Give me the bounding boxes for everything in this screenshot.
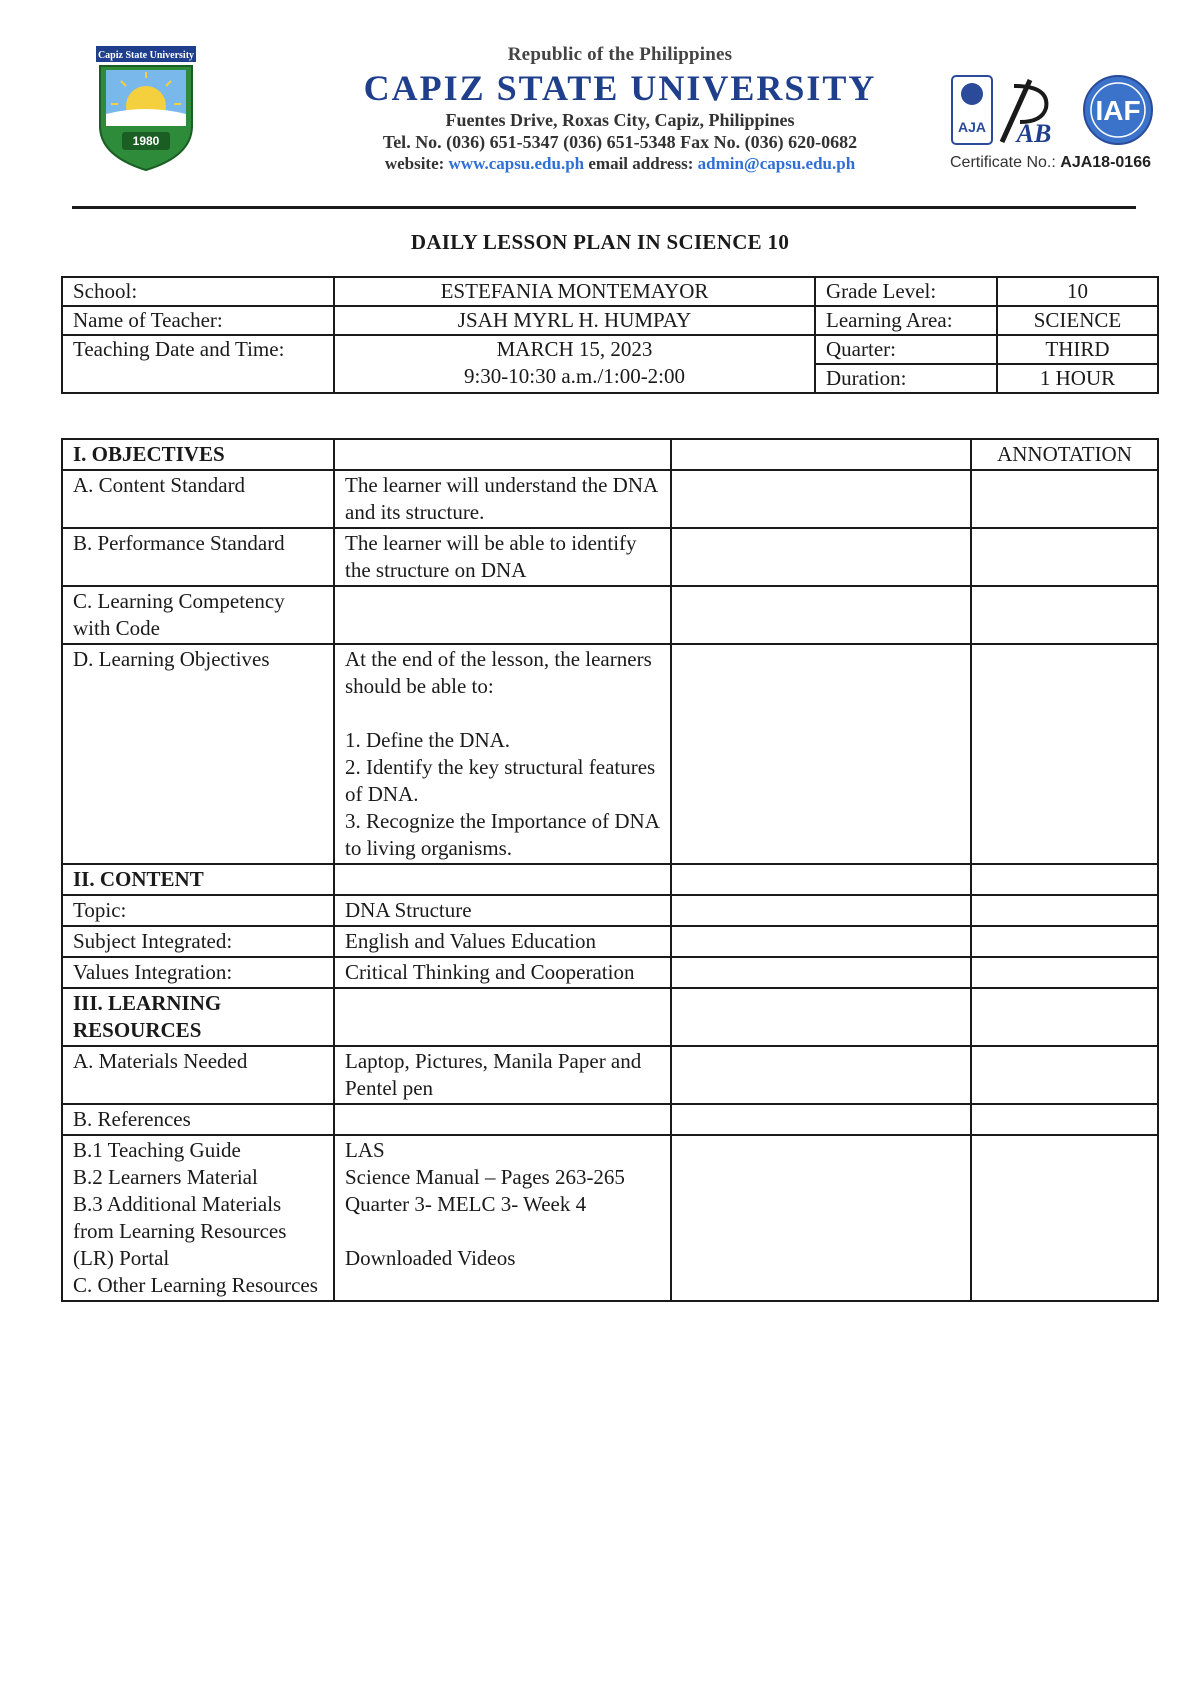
objectives-heading-row — [62, 439, 1158, 470]
header-divider — [72, 206, 1136, 209]
datetime-label: Teaching Date and Time: — [62, 335, 334, 393]
lesson-plan-table — [61, 438, 1159, 1302]
teacher-value: JSAH MYRL H. HUMPAY — [334, 306, 815, 335]
certificate-label: Certificate No.: — [950, 154, 1056, 171]
ab-mark-text: AB — [1016, 119, 1052, 148]
topic-row — [62, 895, 1158, 926]
university-phone: Tel. No. (036) 651-5347 (036) 651-5348 Fax No. (036) 620-0682 — [382, 132, 858, 152]
area-label: Learning Area: — [815, 306, 997, 335]
values-integration-value: Critical Thinking and Cooperation — [334, 957, 671, 988]
resources-heading: III. LEARNING RESOURCES — [62, 988, 334, 1046]
grade-label: Grade Level: — [815, 277, 997, 306]
university-logo — [92, 44, 200, 174]
objectives-intro: At the end of the lesson, the learners should be able to: — [345, 647, 652, 698]
time-value: 9:30-10:30 a.m./1:00-2:00 — [463, 364, 686, 388]
materials-row — [62, 1046, 1158, 1104]
university-address: Fuentes Drive, Roxas City, Capiz, Philippines — [445, 110, 795, 130]
ref-value-teaching-guide: LAS — [345, 1138, 385, 1162]
aja-badge-text: AJA — [957, 119, 987, 135]
info-row-datetime — [62, 335, 1158, 364]
materials-label: A. Materials Needed — [62, 1046, 334, 1104]
resources-heading-row — [62, 988, 1158, 1046]
website-link[interactable]: www.capsu.edu.ph — [448, 154, 585, 173]
references-row — [62, 1104, 1158, 1135]
ref-value-additional-materials: Quarter 3- MELC 3- Week 4 — [345, 1192, 587, 1216]
subject-integrated-label: Subject Integrated: — [62, 926, 334, 957]
school-value: ESTEFANIA MONTEMAYOR — [334, 277, 815, 306]
teacher-label: Name of Teacher: — [62, 306, 334, 335]
competency-label: C. Learning Competency with Code — [62, 586, 334, 644]
values-integration-row — [62, 957, 1158, 988]
ref-label-teaching-guide: B.1 Teaching Guide — [73, 1138, 241, 1162]
cert-logos — [950, 72, 1160, 150]
info-row-teacher — [62, 306, 1158, 335]
ref-value-other-resources: Downloaded Videos — [345, 1246, 516, 1270]
learning-objectives-value — [334, 644, 671, 864]
duration-label: Duration: — [815, 364, 997, 393]
values-integration-label: Values Integration: — [62, 957, 334, 988]
document-title: DAILY LESSON PLAN IN SCIENCE 10 — [410, 230, 790, 254]
ref-label-learners-material: B.2 Learners Material — [73, 1165, 258, 1189]
area-value: SCIENCE — [997, 306, 1158, 335]
logo-year: 1980 — [132, 134, 160, 148]
references-label: B. References — [62, 1104, 334, 1135]
contact-line — [300, 154, 940, 174]
topic-label: Topic: — [62, 895, 334, 926]
learning-objectives-row — [62, 644, 1158, 864]
objective-item: 2. Identify the key structural features of DNA. — [345, 755, 656, 806]
ref-label-other-resources: C. Other Learning Resources — [73, 1273, 318, 1297]
ref-value-learners-material: Science Manual – Pages 263-265 — [345, 1165, 625, 1189]
topic-value: DNA Structure — [334, 895, 671, 926]
university-name: CAPIZ STATE UNIVERSITY — [363, 68, 877, 108]
reference-values — [334, 1135, 671, 1301]
email-link[interactable]: admin@capsu.edu.ph — [697, 154, 856, 173]
info-row-school — [62, 277, 1158, 306]
email-label: email address: — [588, 154, 694, 173]
iaf-badge-text: IAF — [1095, 95, 1141, 126]
republic-line: Republic of the Philippines — [507, 44, 733, 65]
materials-value: Laptop, Pictures, Manila Paper and Pentel pen — [334, 1046, 671, 1104]
performance-standard-row — [62, 528, 1158, 586]
website-label: website: — [384, 154, 445, 173]
learning-objectives-label: D. Learning Objectives — [62, 644, 334, 864]
content-heading-row — [62, 864, 1158, 895]
quarter-value: THIRD — [997, 335, 1158, 364]
certificate-value: AJA18-0166 — [1060, 154, 1151, 171]
reference-labels — [62, 1135, 334, 1301]
annotation-heading: ANNOTATION — [971, 439, 1158, 470]
content-heading: II. CONTENT — [62, 864, 334, 895]
date-value: MARCH 15, 2023 — [496, 337, 653, 361]
content-standard-label: A. Content Standard — [62, 470, 334, 528]
content-standard-row — [62, 470, 1158, 528]
certification-badges — [950, 72, 1160, 182]
grade-value: 10 — [997, 277, 1158, 306]
performance-standard-value: The learner will be able to identify the structure on DNA — [334, 528, 671, 586]
lesson-info-table — [61, 276, 1159, 394]
university-header — [300, 44, 940, 174]
school-label: School: — [62, 277, 334, 306]
subject-integrated-row — [62, 926, 1158, 957]
objective-item: 1. Define the DNA. — [345, 728, 511, 752]
performance-standard-label: B. Performance Standard — [62, 528, 334, 586]
competency-row — [62, 586, 1158, 644]
quarter-label: Quarter: — [815, 335, 997, 364]
subject-integrated-value: English and Values Education — [334, 926, 671, 957]
logo-banner-text: Capiz State University — [97, 50, 195, 61]
datetime-value — [334, 335, 815, 393]
objective-item: 3. Recognize the Importance of DNA to living organisms. — [345, 809, 659, 860]
certificate-number — [950, 154, 1160, 172]
content-standard-value: The learner will understand the DNA and its structure. — [334, 470, 671, 528]
duration-value: 1 HOUR — [997, 364, 1158, 393]
objectives-heading: I. OBJECTIVES — [62, 439, 334, 470]
reference-details-row — [62, 1135, 1158, 1301]
ref-label-additional-materials: B.3 Additional Materials from Learning Resources (LR) Portal — [73, 1192, 287, 1270]
